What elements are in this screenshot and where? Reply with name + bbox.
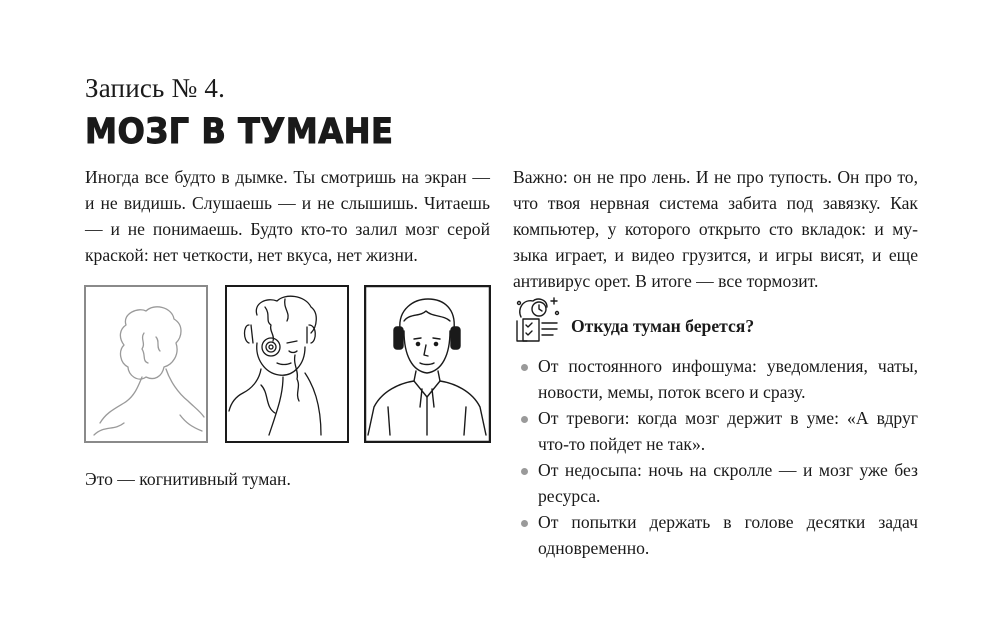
cognitive-load-icon bbox=[513, 295, 561, 345]
list-item: От попытки держать в голове десятки задач одновременно. bbox=[513, 509, 918, 561]
left-intro-paragraph: Иногда все будто в дымке. Ты смотришь на экран — и не видишь. Слушаешь — и не слышишь. Читаешь — и не понимаешь. Будто кто-то залил мозг серой краской: нет четкости, нет вкуса, нет жизни. bbox=[85, 167, 490, 265]
list-item: От тревоги: когда мозг держит в уме: «А вдруг что-то пойдет не так». bbox=[513, 405, 918, 457]
right-intro-paragraph: Важно: он не про лень. И не про тупость. Он про то, что твоя нервная система забита под завязку. Как компьютер, у которого открыто сто вкладок: и музыка играет, и видео грузится, и игры висят, и еще антивирус орет. В итоге — все тормозит. bbox=[513, 167, 918, 291]
melting-figure-illustration bbox=[225, 285, 349, 443]
clear-figure-illustration bbox=[364, 285, 491, 443]
entry-number: Запись № 4. bbox=[85, 73, 226, 103]
page-title: МОЗГ В ТУМАНЕ bbox=[85, 112, 394, 152]
section-heading: Откуда туман берется? bbox=[571, 316, 755, 336]
faded-figure-illustration bbox=[84, 285, 208, 443]
caption: Это — когнитивный туман. bbox=[85, 469, 291, 489]
list-item: От постоянного инфошума: уведомления, чаты, новости, мемы, поток всего и сразу. bbox=[513, 353, 918, 405]
list-item: От недосыпа: ночь на скролле — и мозг уже без ресурса. bbox=[513, 457, 918, 509]
causes-list bbox=[513, 353, 918, 561]
